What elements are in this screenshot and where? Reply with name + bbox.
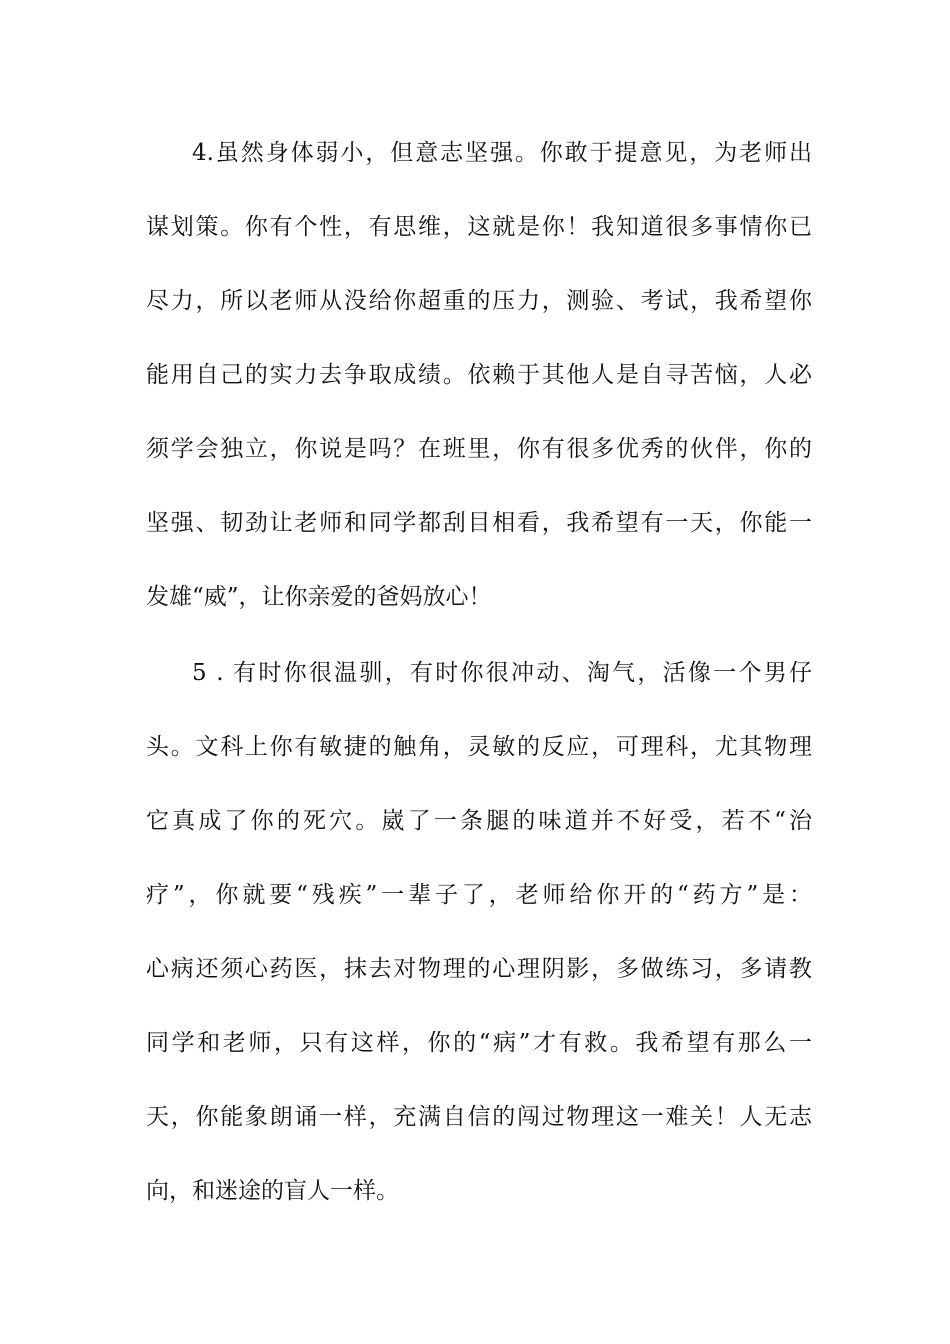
paragraph-line: 同学和老师，只有这样，你的“病”才有救。我希望有那么一 bbox=[146, 1030, 812, 1056]
paragraph-line: 向，和迷途的盲人一样。 bbox=[146, 1178, 399, 1204]
paragraph-line: 发雄“威”，让你亲爱的爸妈放心！ bbox=[146, 584, 492, 610]
paragraph-line: 它真成了你的死穴。崴了一条腿的味道并不好受，若不“治 bbox=[146, 808, 812, 834]
paragraph-4 bbox=[146, 116, 812, 634]
paragraph-line: 须学会独立，你说是吗？在班里，你有很多优秀的伙伴，你的 bbox=[146, 436, 812, 462]
paragraph-line: 5 . 有时你很温驯，有时你很冲动、淘气，活像一个男仔 bbox=[192, 660, 812, 686]
paragraph-line: 坚强、韧劲让老师和同学都刮目相看，我希望有一天，你能一 bbox=[146, 510, 812, 536]
paragraph-line: 天，你能象朗诵一样，充满自信的闯过物理这一难关！人无志 bbox=[146, 1104, 812, 1130]
paragraph-line: 尽力，所以老师从没给你超重的压力，测验、考试，我希望你 bbox=[146, 288, 812, 314]
paragraph-line: 4.虽然身体弱小，但意志坚强。你敢于提意见，为老师出 bbox=[192, 140, 812, 166]
paragraph-line: 能用自己的实力去争取成绩。依赖于其他人是自寻苦恼，人必 bbox=[146, 362, 812, 388]
paragraph-line: 谋划策。你有个性，有思维，这就是你！我知道很多事情你已 bbox=[146, 214, 812, 240]
paragraph-line: 心病还须心药医，抹去对物理的心理阴影，多做练习，多请教 bbox=[146, 956, 812, 982]
paragraph-line: 疗”，你就要“残疾”一辈子了，老师给你开的“药方”是： bbox=[146, 882, 812, 908]
paragraph-5 bbox=[146, 636, 812, 1228]
paragraph-line: 头。文科上你有敏捷的触角，灵敏的反应，可理科，尤其物理 bbox=[146, 734, 812, 760]
